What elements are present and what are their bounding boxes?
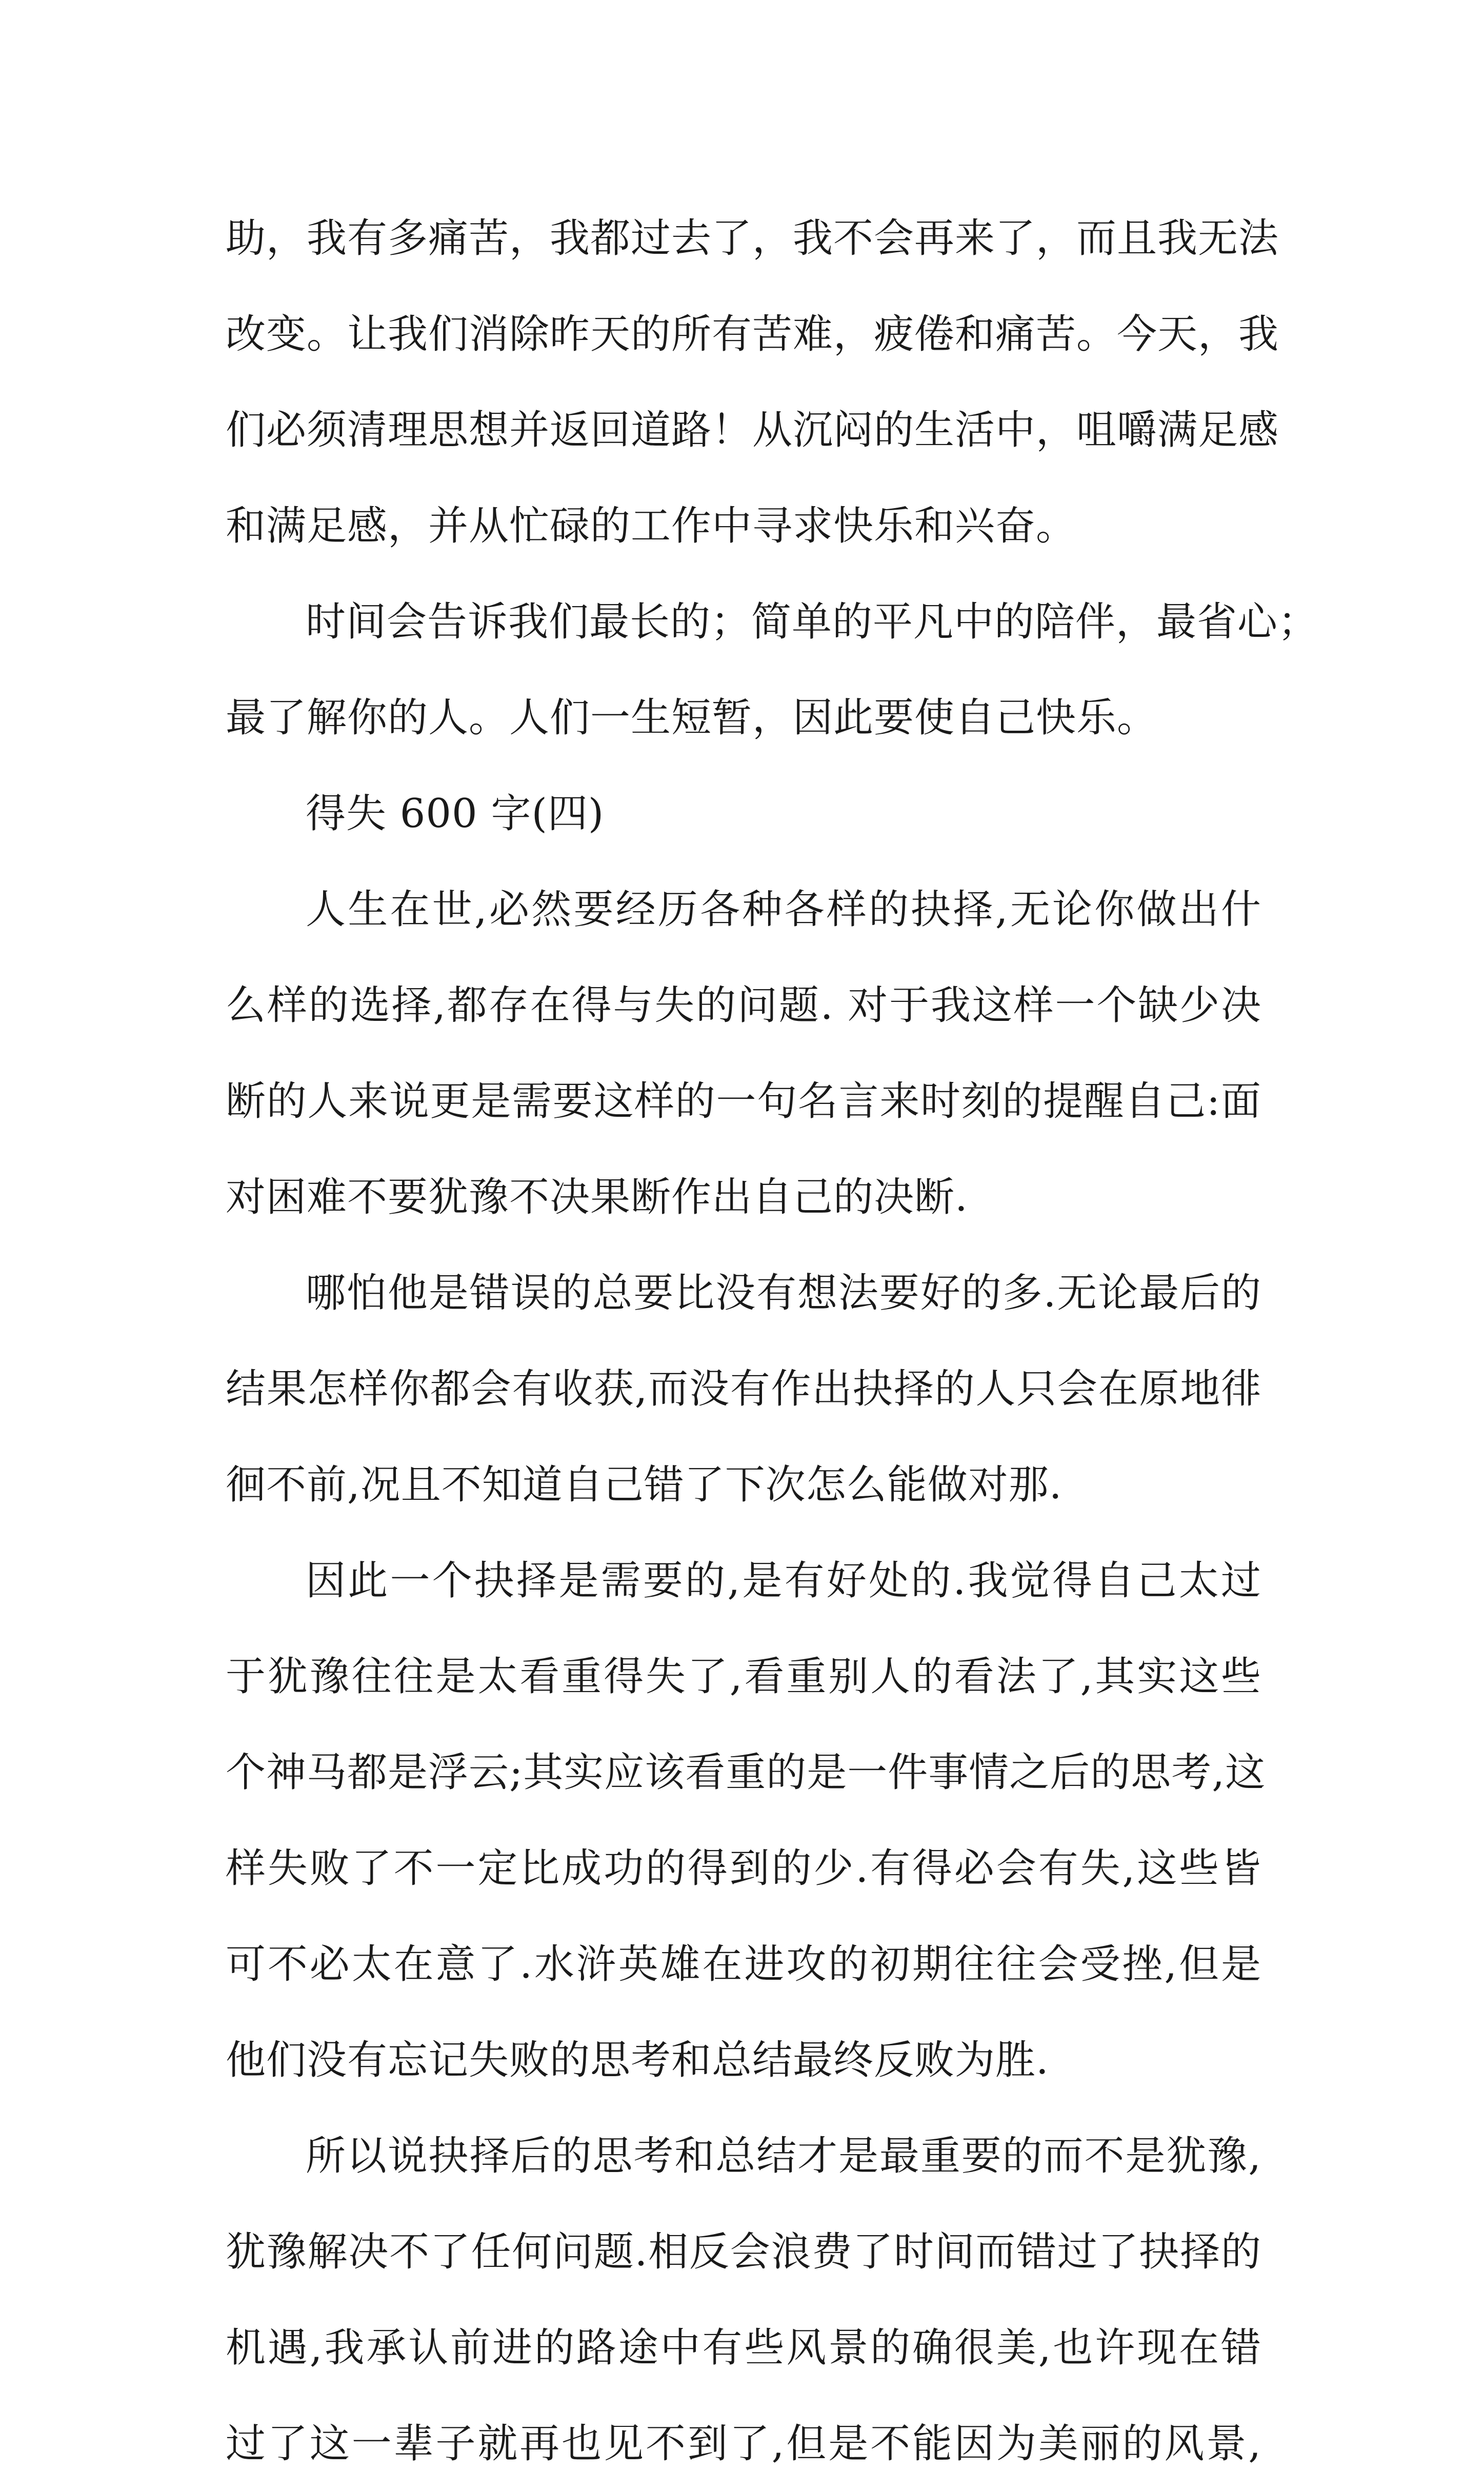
text-line: 个神马都是浮云;其实应该看重的是一件事情之后的思考,这 [226, 1750, 1266, 1796]
text-line: 对困难不要犹豫不决果断作出自己的决断. [226, 1174, 968, 1220]
text-line: 过了这一辈子就再也见不到了,但是不能因为美丽的风景, [226, 2421, 1261, 2467]
text-line: 结果怎样你都会有收获,而没有作出抉择的人只会在原地徘 [226, 1366, 1261, 1412]
text-line: 人生在世,必然要经历各种各样的抉择,无论你做出什 [306, 887, 1261, 933]
text-line: 徊不前,况且不知道自己错了下次怎么能做对那. [226, 1462, 1062, 1508]
text-line: 可不必太在意了.水浒英雄在进攻的初期往往会受挫,但是 [226, 1941, 1261, 1987]
text-line: 断的人来说更是需要这样的一句名言来时刻的提醒自己:面 [226, 1078, 1261, 1124]
text-line: 哪怕他是错误的总要比没有想法要好的多.无论最后的 [306, 1270, 1261, 1316]
text-line: 他们没有忘记失败的思考和总结最终反败为胜. [226, 2037, 1049, 2083]
text-line: 改变。让我们消除昨天的所有苦难，疲倦和痛苦。今天，我 [226, 311, 1279, 357]
text-line: 犹豫解决不了任何问题.相反会浪费了时间而错过了抉择的 [226, 2229, 1261, 2275]
text-line: 助，我有多痛苦，我都过去了，我不会再来了，而且我无法 [226, 215, 1279, 262]
text-line: 时间会告诉我们最长的；简单的平凡中的陪伴，最省心； [306, 599, 1319, 645]
text-line: 和满足感，并从忙碌的工作中寻求快乐和兴奋。 [226, 503, 1077, 549]
text-line: 所以说抉择后的思考和总结才是最重要的而不是犹豫, [306, 2133, 1261, 2179]
text-line: 样失败了不一定比成功的得到的少.有得必会有失,这些皆 [226, 1845, 1261, 1892]
text-line: 机遇,我承认前进的路途中有些风景的确很美,也许现在错 [226, 2325, 1261, 2371]
section-heading: 得失 600 字(四) [306, 791, 605, 837]
text-line: 因此一个抉择是需要的,是有好处的.我觉得自己太过 [306, 1558, 1261, 1604]
text-line: 最了解你的人。人们一生短暂，因此要使自己快乐。 [226, 695, 1158, 741]
text-line: 们必须清理思想并返回道路！从沉闷的生活中，咀嚼满足感 [226, 407, 1279, 453]
text-line: 么样的选择,都存在得与失的问题. 对于我这样一个缺少决 [226, 982, 1261, 1029]
document-body [226, 191, 1319, 2492]
text-line: 于犹豫往往是太看重得失了,看重别人的看法了,其实这些 [226, 1654, 1261, 1700]
